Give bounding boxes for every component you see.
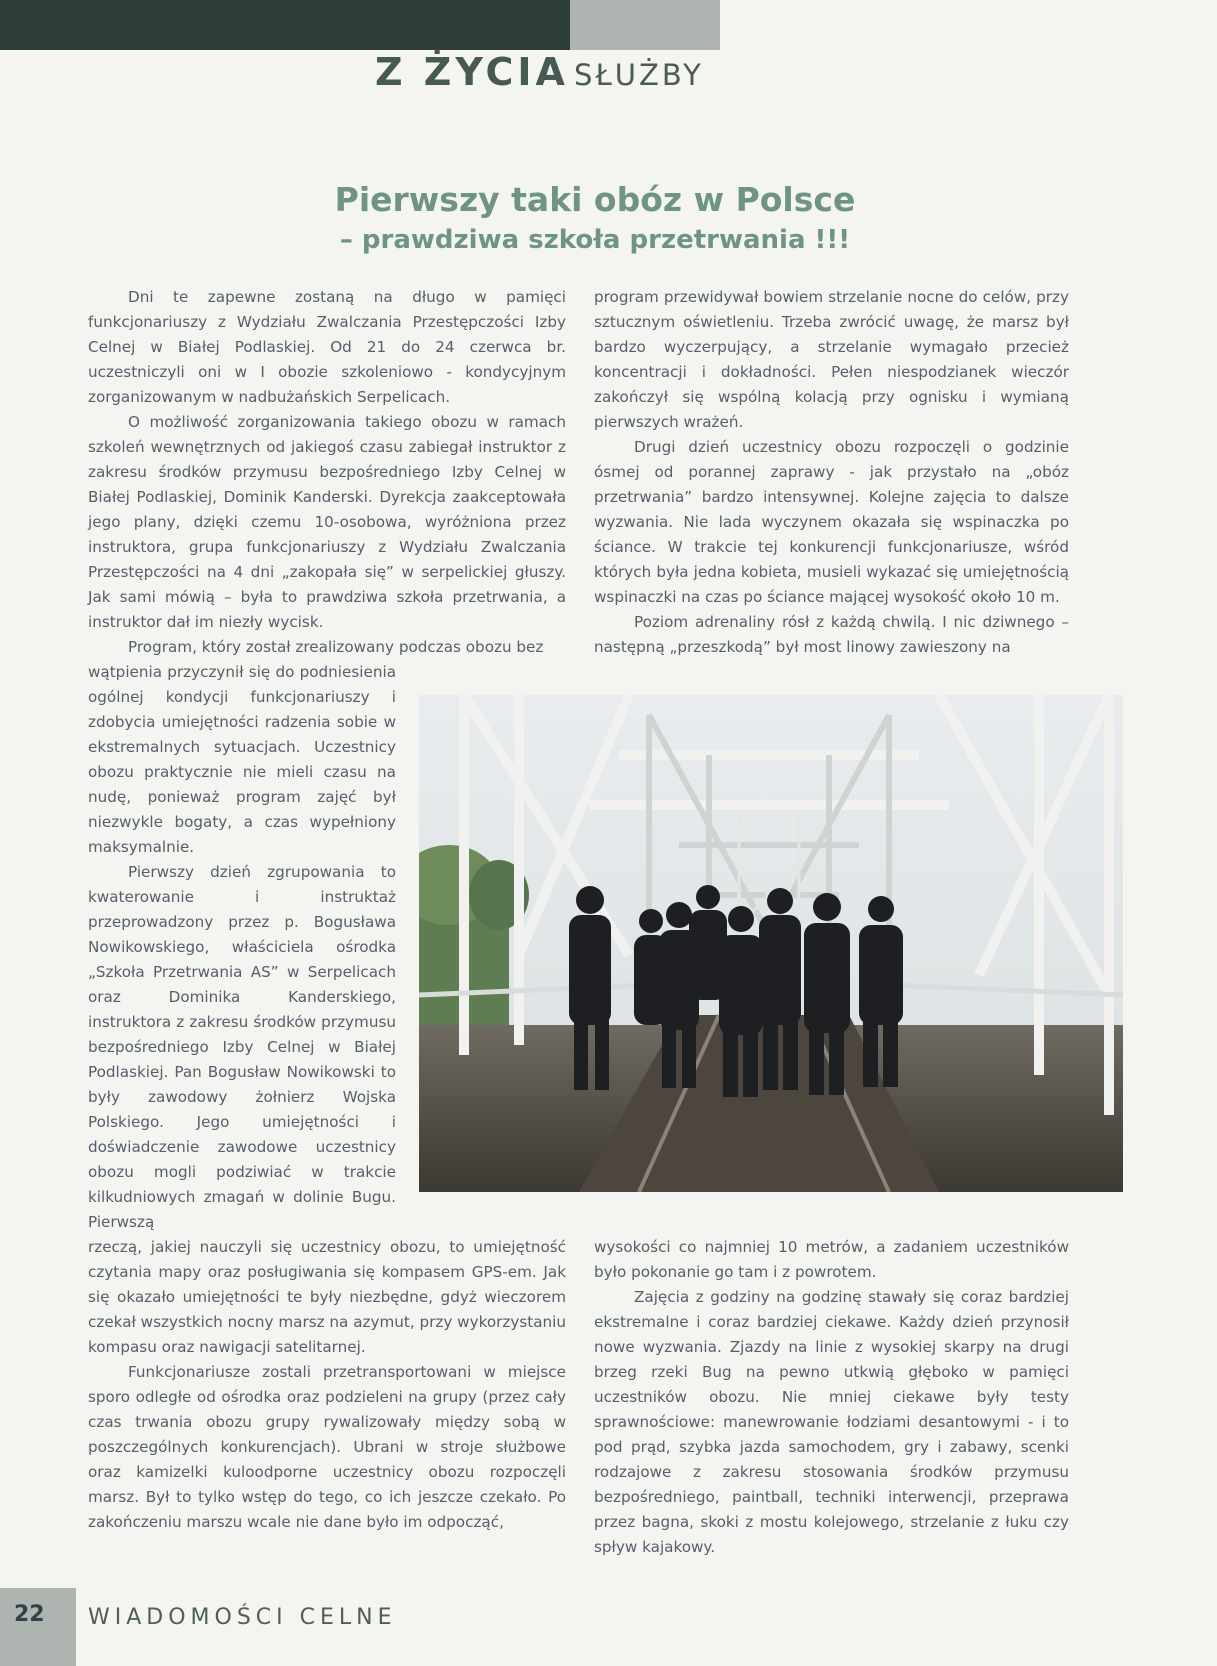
page-number: 22 [14, 1602, 45, 1627]
article-subtitle: – prawdziwa szkoła przetrwania !!! [339, 225, 851, 255]
article-title: Pierwszy taki obóz w Polsce [334, 180, 856, 219]
section-heading [375, 50, 775, 94]
paragraph: O możliwość zorganizowania takiego obozu w ramach szkoleń wewnętrznych od jakiegoś czasu zabiegał instruktor z zakresu środków przymusu bezpośredniego Izby Celnej w Białej Podlaskiej, Dominik Kanderski. Dyrekcja zaakceptowała jego plany, dzięki czemu 10-osobowa, wyróżniona przez instruktora, grupa funkcjonariuszy z Wydziału Zwalczania Przestępczości na 4 dni „zakopała się” w serpelickiej głuszy. Jak sami mówią – była to prawdziwa szkoła przetrwania, a instruktor dał im niezły wycisk. [88, 413, 566, 631]
bridge-photo-illustration [419, 695, 1123, 1192]
header-bar-light [570, 0, 720, 50]
paragraph: Dni te zapewne zostaną na długo w pamięci funkcjonariuszy z Wydziału Zwalczania Przestępczości Izby Celnej w Białej Podlaskiej. Od 21 do 24 czerwca br. uczestniczyli oni w I obozie szkoleniowo - kondycyjnym zorganizowanym w nadbużańskich Serpelicach. [88, 288, 566, 406]
paragraph: program przewidywał bowiem strzelanie nocne do celów, przy sztucznym oświetleniu. Trzeba zwrócić uwagę, że marsz był bardzo wyczerpujący, a strzelanie wymagało przecież koncentracji i dokładności. Pełen niespodzianek wieczór zakończył się wspólną kolacją przy ognisku i wymianą pierwszych wrażeń. [594, 288, 1069, 431]
paragraph: Program, który został zrealizowany podczas obozu bez [128, 638, 544, 656]
section-heading-strong: Z ŻYCIA [375, 50, 569, 94]
footer-page-box [0, 1588, 76, 1666]
article-photo [419, 695, 1123, 1192]
header-bar-dark [0, 0, 570, 50]
left-column-top [88, 285, 566, 660]
paragraph: Zajęcia z godziny na godzinę stawały się coraz bardziej ekstremalne i coraz bardziej ciekawe. Każdy dzień przynosił nowe wyzwania. Zjazdy na linie z wysokiej skarpy na drugi brzeg rzeki Bug na pewno utkwią głęboko w pamięci uczestników obozu. Nie mniej ciekawe były testy sprawnościowe: manewrowanie łodziami desantowymi - i to pod prąd, szybka jazda samochodem, gry i zabawy, scenki rodzajowe z zakresu stosowania środków przymusu bezpośredniego, paintball, techniki interwencji, przeprawa przez bagna, skoki z mostu kolejowego, strzelanie z łuku czy spływ kajakowy. [594, 1288, 1069, 1556]
paragraph: Funkcjonariusze zostali przetransportowani w miejsce sporo odległe od ośrodka oraz podzieleni na grupy (przez cały czas trwania obozu grupy rywalizowały między sobą w poszczególnych konkurencjach). Ubrani w stroje służbowe oraz kamizelki kuloodporne uczestnicy obozu rozpoczęli marsz. Był to tylko wstęp do tego, co ich jeszcze czekało. Po zakończeniu marszu wcale nie dane było im odpocząć, [88, 1363, 566, 1531]
magazine-title: WIADOMOŚCI CELNE [88, 1605, 397, 1630]
left-column-middle [88, 660, 396, 1235]
paragraph: rzeczą, jakiej nauczyli się uczestnicy obozu, to umiejętność czytania mapy oraz posługiwania się kompasem GPS-em. Jak się okazało umiejętności te były niezbędne, gdyż wieczorem czekał wszystkich nocny marsz na azymut, przy wykorzystaniu kompasu oraz nawigacji satelitarnej. [88, 1238, 566, 1356]
right-column-top [594, 285, 1069, 660]
left-column-bottom [88, 1235, 566, 1535]
right-column-bottom [594, 1235, 1069, 1560]
section-heading-light: SŁUŻBY [574, 58, 704, 92]
paragraph: wątpienia przyczynił się do podniesienia ogólnej kondycji funkcjonariuszy i zdobycia umiejętności radzenia sobie w ekstremalnych sytuacjach. Uczestnicy obozu praktycznie nie mieli czasu na nudę, ponieważ program zajęć był niezwykle bogaty, a czas wypełniony maksymalnie. [88, 663, 396, 856]
paragraph: Pierwszy dzień zgrupowania to kwaterowanie i instruktaż przeprowadzony przez p. Bogusława Nowikowskiego, właściciela ośrodka „Szkoła Przetrwania AS” w Serpelicach oraz Dominika Kanderskiego, instruktora z zakresu środków przymusu bezpośredniego Izby Celnej w Białej Podlaskiej. Pan Bogusław Nowikowski to były zawodowy żołnierz Wojska Polskiego. Jego umiejętności i doświadczenie zawodowe uczestnicy obozu mogli podziwiać w trakcie kilkudniowych zmagań w dolinie Bugu. Pierwszą [88, 863, 396, 1231]
paragraph: Drugi dzień uczestnicy obozu rozpoczęli o godzinie ósmej od porannej zaprawy - jak przystało na „obóz przetrwania” bardzo intensywnej. Kolejne zajęcia to dalsze wyzwania. Nie lada wyczynem okazała się wspinaczka po ściance. W trakcie tej konkurencji funkcjonariusze, wśród których była jedna kobieta, musieli wykazać się umiejętnością wspinaczki na czas po ściance mającej wysokość około 10 m. [594, 438, 1069, 606]
paragraph: Poziom adrenaliny rósł z każdą chwilą. I nic dziwnego – następną „przeszkodą” był most linowy zawieszony na [594, 613, 1069, 656]
paragraph: wysokości co najmniej 10 metrów, a zadaniem uczestników było pokonanie go tam i z powrotem. [594, 1238, 1069, 1281]
